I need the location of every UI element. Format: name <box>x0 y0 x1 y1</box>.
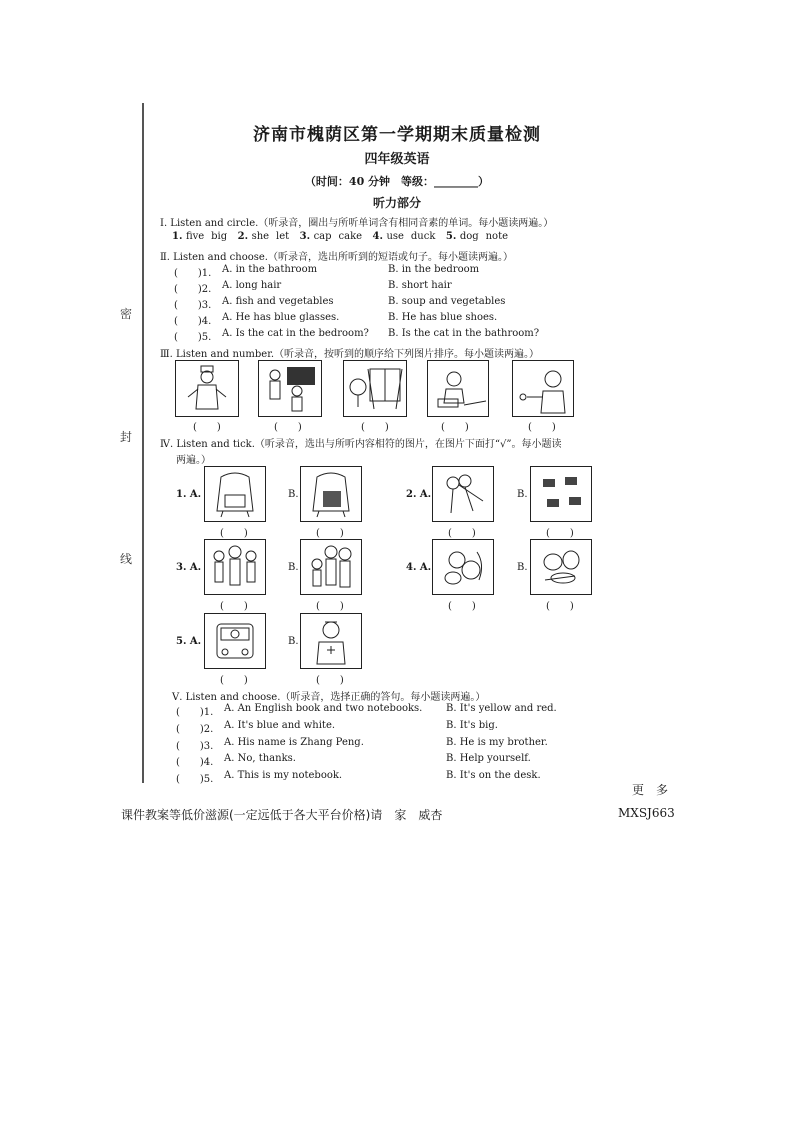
section4-heading: Ⅳ. Listen and tick.（听录音，选出与所听内容相符的图片，在图片下面打“√”。每小题读 <box>160 439 562 450</box>
answer-paren: ( ) <box>361 422 389 433</box>
q3-b-label: B. <box>288 562 299 573</box>
section2-q1-num: ( )1. <box>174 268 212 279</box>
section2-heading: Ⅱ. Listen and choose.（听录音，选出所听到的短语或句子。每小题读两遍。） <box>160 252 513 263</box>
section5-q4-a: A. No, thanks. <box>224 753 296 764</box>
section5-q2-num: ( )2. <box>176 724 214 735</box>
answer-paren: ( ) <box>316 528 344 539</box>
answer-paren: ( ) <box>448 528 476 539</box>
section5-q1-b: B. It's yellow and red. <box>446 703 557 714</box>
section2-q3-num: ( )3. <box>174 300 212 311</box>
chef-picture <box>175 360 239 417</box>
section1-items: 1. five big 2. she let 3. cap cake 4. use duck 5. dog note <box>172 231 509 242</box>
footer-line: 课件教案等低价滋源(一定远低于各大平台价格)请 家 威杏 <box>121 808 443 822</box>
answer-paren: ( ) <box>274 422 302 433</box>
section5-q3-b: B. He is my brother. <box>446 737 548 748</box>
answer-paren: ( ) <box>546 601 574 612</box>
section5-q3-num: ( )3. <box>176 741 214 752</box>
section5-heading: Ⅴ. Listen and choose.（听录音，选择正确的答句。每小题读两遍。） <box>172 692 486 703</box>
seal-char-mi: 密 <box>120 307 133 321</box>
seal-char-feng: 封 <box>120 430 133 444</box>
bus-picture <box>204 613 266 669</box>
section2-q5-num: ( )5. <box>174 332 212 343</box>
q1-b-label: B. <box>288 489 299 500</box>
page-title: 济南市槐荫区第一学期期末质量检测 <box>253 125 541 145</box>
time-line: （时间：40 分钟 等级：________） <box>304 175 490 188</box>
answer-paren: ( ) <box>220 528 248 539</box>
section2-q1-b: B. in the bedroom <box>388 264 480 275</box>
backpack-b-picture <box>300 466 362 522</box>
section5-q4-num: ( )4. <box>176 757 214 768</box>
section5-q5-a: A. This is my notebook. <box>224 770 343 781</box>
answer-paren: ( ) <box>220 675 248 686</box>
section4-heading-cont: 两遍。） <box>176 455 211 466</box>
q2-label: 2. A. <box>406 489 432 500</box>
section2-q2-num: ( )2. <box>174 284 212 295</box>
section2-q4-num: ( )4. <box>174 316 212 327</box>
q5-b-label: B. <box>288 636 299 647</box>
section5-q2-b: B. It's big. <box>446 720 498 731</box>
section3-heading: Ⅲ. Listen and number.（听录音，按听到的顺序给下列图片排序。每小题读两遍。） <box>160 349 540 360</box>
q3-label: 3. A. <box>176 562 202 573</box>
family-b-picture <box>300 539 362 595</box>
section5-q2-a: A. It's blue and white. <box>224 720 336 731</box>
answer-paren: ( ) <box>546 528 574 539</box>
section2-q4-b: B. He has blue shoes. <box>388 312 498 323</box>
section1-heading: Ⅰ. Listen and circle.（听录音，圈出与所听单词含有相同音素的单词。每小题读两遍。） <box>160 218 554 229</box>
section5-q5-num: ( )5. <box>176 774 214 785</box>
q4-label: 4. A. <box>406 562 432 573</box>
section2-q4-a: A. He has blue glasses. <box>222 312 340 323</box>
answer-paren: ( ) <box>441 422 469 433</box>
footer-code: MXSJ663 <box>618 806 675 820</box>
fruit-picture <box>432 539 494 595</box>
boy-keys-picture <box>512 360 574 417</box>
answer-paren: ( ) <box>220 601 248 612</box>
section2-q5-b: B. Is the cat in the bathroom? <box>388 328 540 339</box>
section2-q2-a: A. long hair <box>222 280 282 291</box>
doctor-picture <box>300 613 362 669</box>
vegetables-picture <box>530 539 592 595</box>
girl-reading-picture <box>427 360 489 417</box>
part-title: 听力部分 <box>372 196 421 210</box>
section5-q1-a: A. An English book and two notebooks. <box>224 703 423 714</box>
q4-b-label: B. <box>517 562 528 573</box>
q5-label: 5. A. <box>176 636 202 647</box>
section5-q1-num: ( )1. <box>176 707 214 718</box>
keys-picture <box>432 466 494 522</box>
family-a-picture <box>204 539 266 595</box>
answer-paren: ( ) <box>448 601 476 612</box>
q2-b-label: B. <box>517 489 528 500</box>
section5-q3-a: A. His name is Zhang Peng. <box>224 737 364 748</box>
backpack-a-picture <box>204 466 266 522</box>
fan-window-picture <box>343 360 407 417</box>
answer-paren: ( ) <box>316 601 344 612</box>
section5-q4-b: B. Help yourself. <box>446 753 531 764</box>
section2-q2-b: B. short hair <box>388 280 452 291</box>
q1-label: 1. A. <box>176 489 202 500</box>
section2-q5-a: A. Is the cat in the bedroom? <box>222 328 369 339</box>
section2-q3-a: A. fish and vegetables <box>222 296 334 307</box>
answer-paren: ( ) <box>316 675 344 686</box>
seal-char-xian: 线 <box>120 552 133 566</box>
children-board-picture <box>258 360 322 417</box>
page-subtitle: 四年级英语 <box>364 152 430 167</box>
answer-paren: ( ) <box>193 422 221 433</box>
section2-q1-a: A. in the bathroom <box>222 264 318 275</box>
erasers-picture <box>530 466 592 522</box>
section5-q5-b: B. It's on the desk. <box>446 770 541 781</box>
footer-more: 更 多 <box>632 783 669 797</box>
answer-paren: ( ) <box>528 422 556 433</box>
section2-q3-b: B. soup and vegetables <box>388 296 506 307</box>
